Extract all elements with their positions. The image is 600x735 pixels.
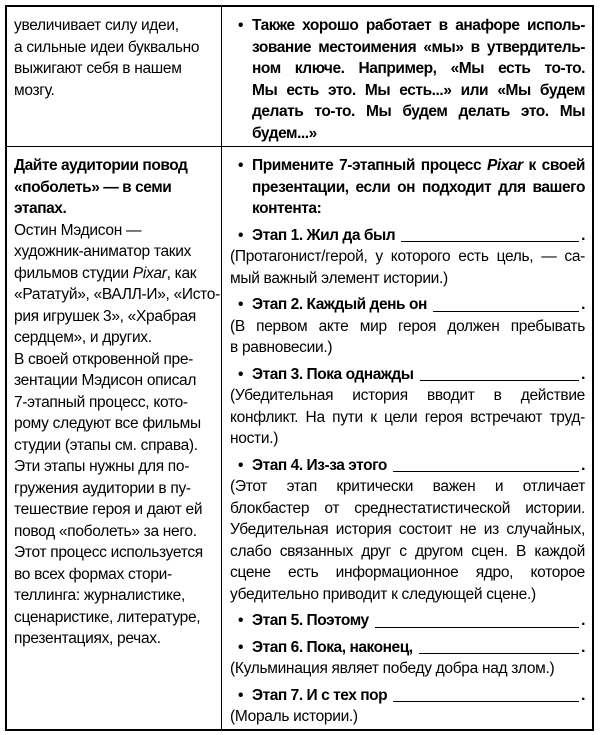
- text-line: увеличивает силу идеи,: [14, 17, 179, 34]
- stage-label: Этап 7. И с тех пор: [252, 686, 388, 704]
- text-line: ности.): [230, 430, 279, 447]
- text-line: мозгу.: [14, 81, 55, 99]
- text-line: конфликт. На пути к цели героя встречают труд-: [230, 408, 585, 426]
- stage-explanation: [230, 658, 585, 680]
- stage-explanation: [230, 246, 585, 289]
- stage-line: [230, 364, 585, 386]
- stage-end-period: .: [581, 226, 585, 244]
- text-line: мый важный элемент истории.): [230, 269, 448, 287]
- stage-end-period: .: [581, 612, 585, 629]
- bullet-icon: •: [238, 612, 243, 629]
- text-line: зование местоимения «мы» в утвердитель-: [252, 38, 585, 56]
- text-line: (В первом акте мир героя должен пребывать: [230, 317, 585, 335]
- bullet-icon: •: [238, 638, 243, 656]
- text-line: Убедительная история состоит не из случайных,: [230, 521, 585, 538]
- text-line: тешествие героя и дают ей: [14, 501, 203, 518]
- text-line: студии (этапы см. справа).: [14, 436, 198, 454]
- text-line: художник-аниматор таких: [14, 243, 192, 260]
- stage-label: Этап 4. Из-за этого: [252, 456, 387, 474]
- stage-label: Этап 2. Каждый день он: [252, 296, 427, 313]
- bullet-text: [252, 15, 585, 144]
- bullet-icon: •: [238, 296, 243, 313]
- stage-explanation: [230, 385, 585, 450]
- bullet-icon: •: [238, 157, 243, 174]
- text-line: слабо связанных друг с другом сцен. В каждой: [230, 542, 585, 560]
- text-line: Остин Мэдисон —: [14, 221, 142, 239]
- text-line: гружения аудитории в пу-: [14, 479, 191, 497]
- text-run: фильмов студии: [14, 264, 133, 282]
- bullet-paragraph: [230, 15, 585, 144]
- text-line: теллинга: журналистике,: [14, 587, 185, 604]
- text-run: , как: [166, 264, 197, 282]
- text-line: [14, 263, 215, 285]
- bullet-icon: •: [238, 365, 243, 383]
- blank-underline: [401, 241, 579, 242]
- text-line: контента:: [252, 200, 322, 217]
- stage-line: [230, 225, 585, 247]
- cell-main-left: [7, 147, 222, 729]
- paragraph-bold: [14, 155, 215, 220]
- text-line: [252, 155, 585, 177]
- stage-label: Этап 6. Пока, наконец,: [252, 638, 413, 656]
- stage-end-period: .: [581, 638, 585, 656]
- text-line: выжигают себя в нашем: [14, 60, 182, 77]
- text-line: убедительно приводит к следующей сцене.): [230, 585, 536, 603]
- text-line: рия игрушек 3», «Храбрая: [14, 307, 196, 325]
- text-line: повод «поболеть» за него.: [14, 522, 197, 540]
- text-line: рому следуют все фильмы: [14, 415, 201, 432]
- blank-underline: [420, 380, 580, 381]
- text-line: (Кульминация являет победу добра над злом.): [230, 660, 555, 677]
- text-line: «Рататуй», «ВАЛЛ-И», «Исто-: [14, 286, 220, 303]
- text-run: Примените 7-этапный процесс: [252, 157, 487, 174]
- content-table: [5, 5, 594, 731]
- stage-line: [230, 455, 585, 477]
- stage-line: [230, 637, 585, 659]
- text-line: (Мораль истории.): [230, 708, 358, 725]
- text-line: «поболеть» — в семи: [14, 178, 172, 196]
- cell-main-right: [222, 147, 592, 729]
- stage-label: Этап 3. Пока однажды: [252, 365, 414, 383]
- table-row-main: [7, 147, 592, 729]
- text-line: блокбастер от среднестатистической истории.: [230, 499, 585, 517]
- text-line: сердцем», и других.: [14, 329, 152, 346]
- blank-underline: [393, 471, 579, 472]
- stage-explanation: [230, 476, 585, 605]
- blank-underline: [433, 311, 579, 312]
- blank-underline: [393, 701, 579, 702]
- stage-end-period: .: [581, 686, 585, 704]
- text-line: зентации Мэдисон описал: [14, 372, 197, 389]
- text-line: Дайте аудитории повод: [14, 157, 188, 174]
- text-line: делать то-то. Мы будем делать это. Мы: [252, 103, 585, 120]
- italic-text-run: Pixar: [132, 264, 167, 282]
- text-line: презентации, если он подходит для вашего: [252, 178, 585, 196]
- stage-end-period: .: [581, 456, 585, 474]
- text-line: сцене есть информационное ядро, которое: [230, 564, 585, 581]
- text-line: Также хорошо работает в анафоре исполь-: [252, 17, 585, 34]
- bullet-icon: •: [238, 17, 243, 34]
- bullet-paragraph: [230, 155, 585, 220]
- italic-text-run: Pixar: [486, 157, 523, 174]
- text-line: сценаристике, литературе,: [14, 608, 201, 626]
- blank-underline: [419, 653, 579, 654]
- stage-line: [230, 294, 585, 316]
- text-line: а сильные идеи буквально: [14, 38, 200, 56]
- paragraph: [14, 220, 220, 650]
- bullet-icon: •: [238, 686, 243, 704]
- cell-top-right: [222, 7, 592, 146]
- stage-line: [230, 610, 585, 632]
- cell-top-left: [7, 7, 222, 146]
- stage-end-period: .: [581, 365, 585, 383]
- text-line: во всех формах стори-: [14, 565, 172, 583]
- text-line: (Протагонист/герой, у которого есть цель, — са-: [230, 248, 585, 265]
- blank-underline: [375, 627, 579, 628]
- text-line: в равновесии.): [230, 339, 333, 356]
- text-line: будем...»: [252, 124, 317, 142]
- text-line: 7-этапный процесс, кото-: [14, 393, 188, 411]
- bullet-icon: •: [238, 456, 243, 474]
- stage-explanation: [230, 316, 585, 359]
- bullet-text: [252, 155, 585, 220]
- text-line: Эти этапы нужны для по-: [14, 458, 190, 475]
- stage-label: Этап 1. Жил да был: [252, 226, 396, 244]
- text-line: (Убедительная история вводит в действие: [230, 387, 585, 404]
- text-line: ном ключе. Например, «Мы есть то-то.: [252, 60, 585, 77]
- text-line: Мы есть это. Мы есть...» или «Мы будем: [252, 81, 585, 99]
- stage-line: [230, 685, 585, 707]
- table-row-top: [7, 7, 592, 147]
- stage-end-period: .: [581, 296, 585, 313]
- stage-label: Этап 5. Поэтому: [252, 612, 369, 629]
- text-line: этапах.: [14, 200, 67, 217]
- text-run: к своей: [522, 157, 585, 174]
- paragraph: [14, 15, 215, 101]
- text-line: презентациях, речах.: [14, 630, 161, 647]
- text-line: (Этот этап критически важен и отличает: [230, 478, 585, 495]
- stage-explanation: [230, 706, 585, 728]
- bullet-icon: •: [238, 226, 243, 244]
- text-line: Этот процесс используется: [14, 544, 203, 561]
- text-line: В своей откровенной пре-: [14, 350, 194, 368]
